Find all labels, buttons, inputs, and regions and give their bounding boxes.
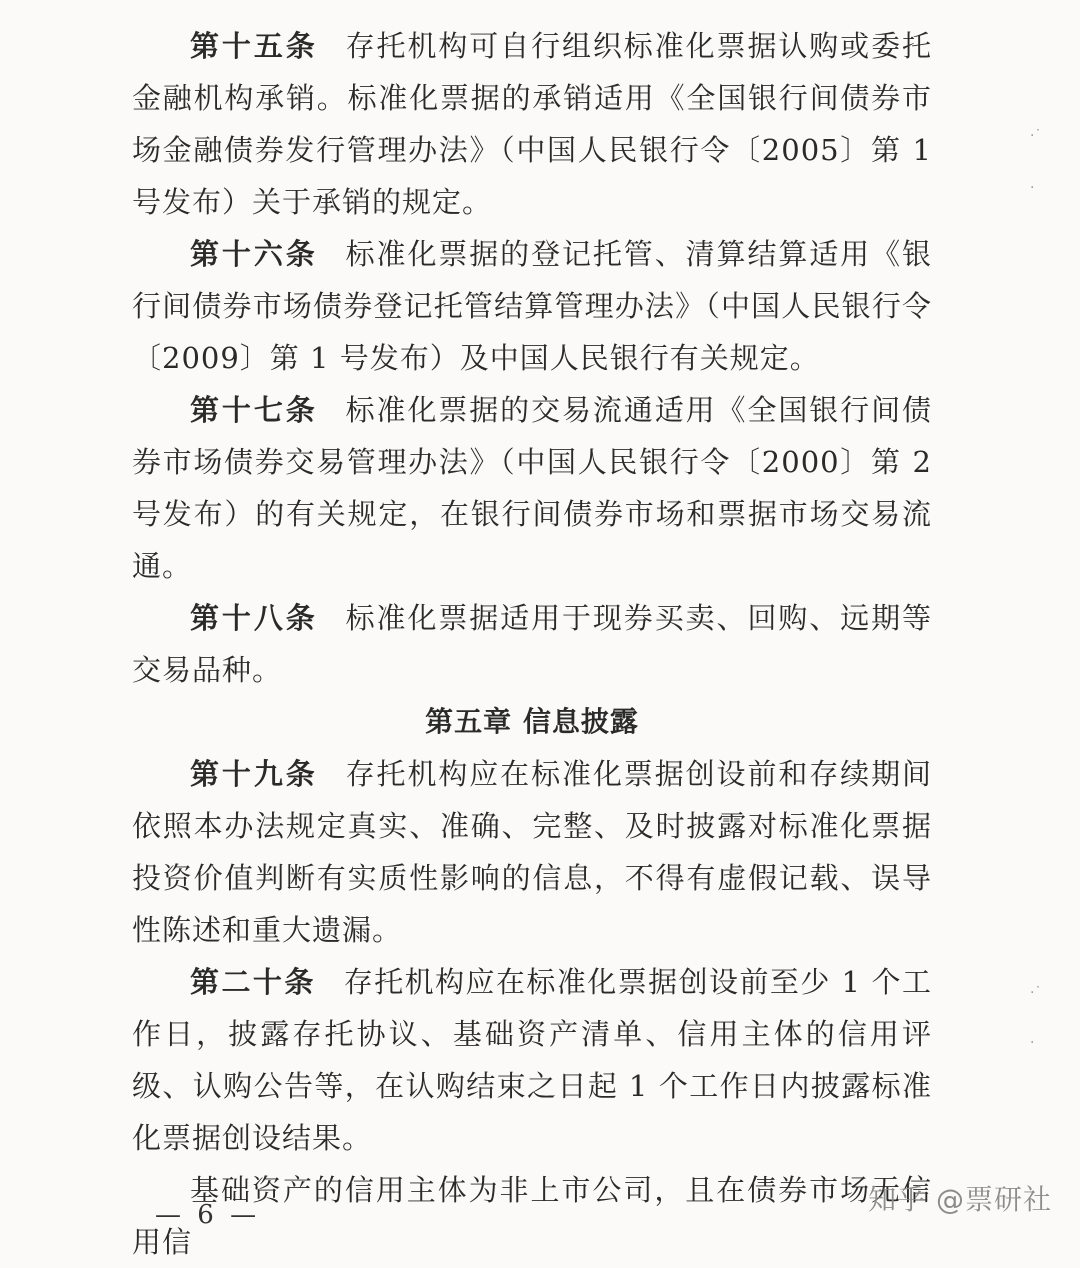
article-label: 第二十条 [190,965,316,999]
article-label: 第十九条 [190,757,318,791]
article-text: 标准化票据适用于现券买卖、回购、远期等交易品种。 [132,601,932,687]
scan-speck: · [1030,180,1035,196]
article-text: 存托机构可自行组织标准化票据认购或委托金融机构承销。标准化票据的承销适用《全国银行间债券市场金融债券发行管理办法》（中国人民银行令〔2005〕第 1 号发布）关于承销的规定。 [132,29,932,219]
scan-speck: · [1030,1035,1035,1051]
article-18 [132,592,932,696]
article-19 [132,748,932,956]
article-15 [132,20,932,228]
watermark: 知乎 @票研社 [868,1183,1052,1216]
article-label: 第十八条 [190,601,318,635]
article-text: 标准化票据的交易流通适用《全国银行间债券市场债券交易管理办法》（中国人民银行令〔2000〕第 2 号发布）的有关规定，在银行间债券市场和票据市场交易流通。 [132,393,932,583]
article-17 [132,384,932,592]
article-text: 存托机构应在标准化票据创设前至少 1 个工作日，披露存托协议、基础资产清单、信用主体的信用评级、认购公告等，在认购结束之日起 1 个工作日内披露标准化票据创设结果。 [132,965,932,1155]
page-number: — 6 — [155,1200,261,1230]
article-20 [132,956,932,1164]
article-label: 第十六条 [190,237,318,271]
article-text: 存托机构应在标准化票据创设前和存续期间依照本办法规定真实、准确、完整、及时披露对标准化票据投资价值判断有实质性影响的信息，不得有虚假记载、误导性陈述和重大遗漏。 [132,757,932,947]
chapter-heading: 第五章 信息披露 [425,705,639,738]
scan-speck: ·˙ [1030,128,1042,144]
body-text-top [132,20,932,1268]
scan-speck: ·˙ [1030,985,1042,1001]
article-16 [132,228,932,384]
article-label: 第十五条 [190,29,318,63]
final-paragraph: 基础资产的信用主体为非上市公司，且在债券市场无信用信 [132,1173,932,1259]
article-label: 第十七条 [190,393,318,427]
article-text: 标准化票据的登记托管、清算结算适用《银行间债券市场债券登记托管结算管理办法》（中国人民银行令〔2009〕第 1 号发布）及中国人民银行有关规定。 [132,237,932,375]
